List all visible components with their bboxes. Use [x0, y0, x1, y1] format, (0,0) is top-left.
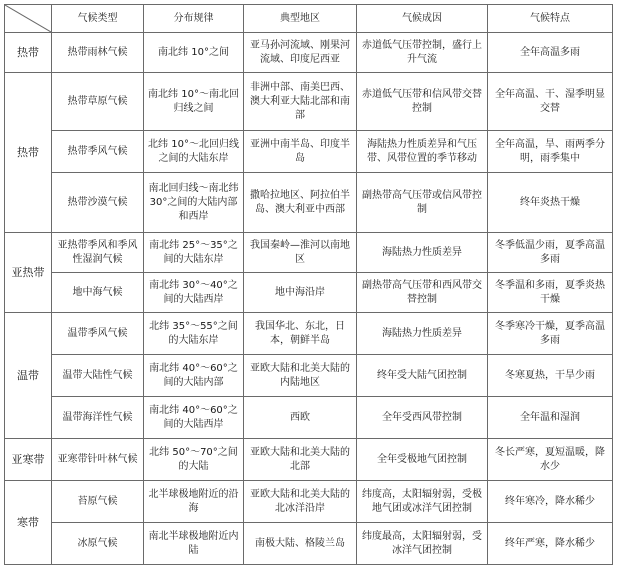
climate-type-cell: 地中海气候 — [52, 273, 144, 313]
region-cell: 非洲中部、南美巴西、澳大利亚大陆北部和南部 — [244, 73, 357, 131]
region-cell: 西欧 — [244, 397, 357, 439]
features-cell: 冬季低温少雨，夏季高温多雨 — [488, 233, 613, 273]
table-row — [5, 33, 613, 73]
climate-type-cell: 亚寒带针叶林气候 — [52, 439, 144, 481]
region-cell: 亚欧大陆和北美大陆的北部 — [244, 439, 357, 481]
cause-cell: 海陆热力性质差异 — [357, 313, 488, 355]
distribution-cell: 南北纬 25°～35°之间的大陆东岸 — [144, 233, 244, 273]
table-row — [5, 173, 613, 233]
distribution-cell: 北纬 50°～70°之间的大陆 — [144, 439, 244, 481]
cause-cell: 海陆热力性质差异和气压带、风带位置的季节移动 — [357, 131, 488, 173]
region-cell: 亚欧大陆和北美大陆的北冰洋沿岸 — [244, 481, 357, 523]
zone-cell-tropical-rainforest: 热带 — [5, 33, 52, 73]
region-cell: 我国华北、东北，日本，朝鲜半岛 — [244, 313, 357, 355]
climate-type-cell: 冰原气候 — [52, 523, 144, 565]
features-cell: 全年高温、干、湿季明显交替 — [488, 73, 613, 131]
cause-cell: 赤道低气压带控制，盛行上升气流 — [357, 33, 488, 73]
region-cell: 亚欧大陆和北美大陆的内陆地区 — [244, 355, 357, 397]
diagonal-line — [5, 5, 51, 32]
features-cell: 冬季温和多雨，夏季炎热干燥 — [488, 273, 613, 313]
table-row — [5, 523, 613, 565]
climate-type-cell: 热带雨林气候 — [52, 33, 144, 73]
features-cell: 全年高温多雨 — [488, 33, 613, 73]
climate-type-cell: 温带海洋性气候 — [52, 397, 144, 439]
region-cell: 地中海沿岸 — [244, 273, 357, 313]
features-cell: 冬季寒冷干燥，夏季高温多雨 — [488, 313, 613, 355]
table-row — [5, 73, 613, 131]
features-cell: 终年寒冷，降水稀少 — [488, 481, 613, 523]
cause-cell: 全年受西风带控制 — [357, 397, 488, 439]
cause-cell: 副热带高气压带和西风带交替控制 — [357, 273, 488, 313]
distribution-cell: 南北纬 40°～60°之间的大陆西岸 — [144, 397, 244, 439]
cause-cell: 全年受极地气团控制 — [357, 439, 488, 481]
header-climate-type: 气候类型 — [52, 5, 144, 33]
distribution-cell: 南北半球极地附近内陆 — [144, 523, 244, 565]
distribution-cell: 北半球极地附近的沿海 — [144, 481, 244, 523]
features-cell: 冬寒夏热，干旱少雨 — [488, 355, 613, 397]
distribution-cell: 北纬 10°～北回归线之间的大陆东岸 — [144, 131, 244, 173]
climate-type-cell: 亚热带季风和季风性湿润气候 — [52, 233, 144, 273]
distribution-cell: 南北回归线～南北纬 30°之间的大陆内部和西岸 — [144, 173, 244, 233]
cause-cell: 海陆热力性质差异 — [357, 233, 488, 273]
features-cell: 冬长严寒，夏短温暖，降水少 — [488, 439, 613, 481]
climate-type-cell: 苔原气候 — [52, 481, 144, 523]
features-cell: 全年高温，旱、雨两季分明，雨季集中 — [488, 131, 613, 173]
table-row — [5, 131, 613, 173]
cause-cell: 赤道低气压带和信风带交替控制 — [357, 73, 488, 131]
distribution-cell: 南北纬 30°～40°之间的大陆西岸 — [144, 273, 244, 313]
cause-cell: 纬度最高，太阳辐射弱，受冰洋气团控制 — [357, 523, 488, 565]
distribution-cell: 北纬 35°～55°之间的大陆东岸 — [144, 313, 244, 355]
distribution-cell: 南北纬 10°～南北回归线之间 — [144, 73, 244, 131]
climate-type-cell: 热带沙漠气候 — [52, 173, 144, 233]
table-row — [5, 355, 613, 397]
zone-cell-temperate: 温带 — [5, 313, 52, 439]
header-distribution: 分布规律 — [144, 5, 244, 33]
table-row — [5, 439, 613, 481]
zone-cell-tropical: 热带 — [5, 73, 52, 233]
region-cell: 南极大陆、格陵兰岛 — [244, 523, 357, 565]
climate-type-cell: 温带大陆性气候 — [52, 355, 144, 397]
features-cell: 终年炎热干燥 — [488, 173, 613, 233]
header-typical-region: 典型地区 — [244, 5, 357, 33]
table-row — [5, 397, 613, 439]
cause-cell: 终年受大陆气团控制 — [357, 355, 488, 397]
region-cell: 我国秦岭—淮河以南地区 — [244, 233, 357, 273]
climate-type-cell: 温带季风气候 — [52, 313, 144, 355]
cause-cell: 副热带高气压带或信风带控制 — [357, 173, 488, 233]
table-row — [5, 481, 613, 523]
region-cell: 亚马孙河流域、刚果河流域、印度尼西亚 — [244, 33, 357, 73]
climate-type-cell: 热带季风气候 — [52, 131, 144, 173]
table-row — [5, 273, 613, 313]
corner-header-cell — [5, 5, 52, 33]
region-cell: 撒哈拉地区、阿拉伯半岛、澳大利亚中西部 — [244, 173, 357, 233]
zone-cell-frigid: 寒带 — [5, 481, 52, 565]
distribution-cell: 南北纬 40°～60°之间的大陆内部 — [144, 355, 244, 397]
header-row — [5, 5, 613, 33]
header-cause: 气候成因 — [357, 5, 488, 33]
table-row — [5, 233, 613, 273]
cause-cell: 纬度高，太阳辐射弱，受极地气团或冰洋气团控制 — [357, 481, 488, 523]
table-row — [5, 313, 613, 355]
climate-table — [4, 4, 613, 565]
distribution-cell: 南北纬 10°之间 — [144, 33, 244, 73]
zone-cell-subarctic: 亚寒带 — [5, 439, 52, 481]
header-features: 气候特点 — [488, 5, 613, 33]
climate-type-cell: 热带草原气候 — [52, 73, 144, 131]
zone-cell-subtropical: 亚热带 — [5, 233, 52, 313]
features-cell: 全年温和湿润 — [488, 397, 613, 439]
features-cell: 终年严寒，降水稀少 — [488, 523, 613, 565]
region-cell: 亚洲中南半岛、印度半岛 — [244, 131, 357, 173]
